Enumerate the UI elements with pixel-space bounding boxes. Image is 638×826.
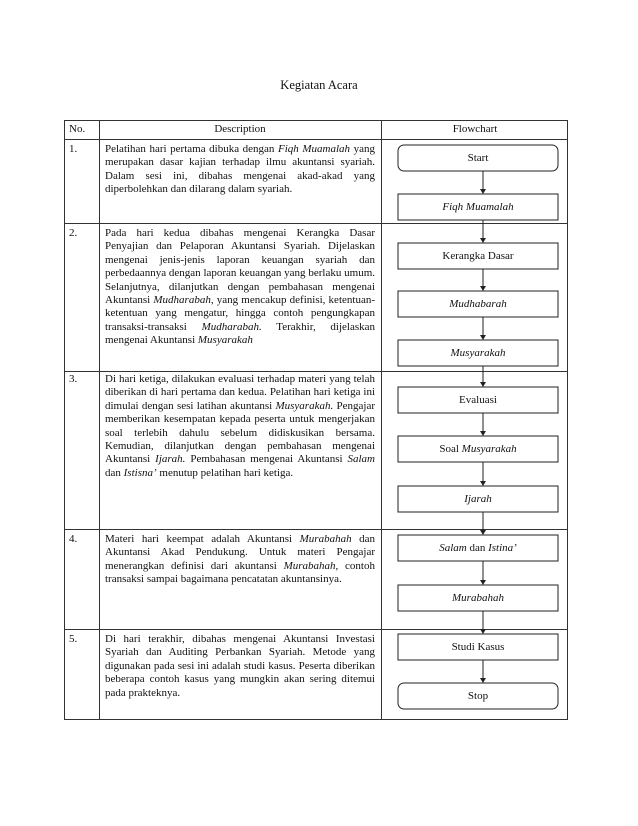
flowchart-arrowhead — [480, 238, 486, 243]
header-description: Description — [214, 123, 266, 135]
flowchart-box-label: Studi Kasus — [451, 641, 505, 653]
flowchart-arrowhead — [480, 580, 486, 585]
flowchart-arrowhead — [480, 431, 486, 436]
row-description: Di hari ketiga, dilakukan evaluasi terhadap materi yang telah diberikan di hari pertama dan kedua. Pelatihan hari ketiga ini dimulai dengan sesi latihan akuntansi Musyarakah. Pengajar memberikan kesempatan kepada peserta untuk mengerjakan soal terlebih dahulu sebelum didiskusikan bersama. Kemudian, dilanjutkan dengan pembahasan mengenai Akuntansi Ijarah. Pembahasan mengenai Akuntansi Salam dan Istisna’ menutup pelatihan hari ketiga. — [105, 373, 376, 479]
header-flowchart: Flowchart — [452, 123, 498, 135]
row-number: 5. — [69, 633, 78, 645]
page-title: Kegiatan Acara — [280, 78, 358, 92]
flowchart-box-label: Mudhabarah — [449, 298, 507, 310]
flowchart-arrowhead — [480, 382, 486, 387]
row-number: 2. — [69, 227, 78, 239]
header-no: No. — [69, 123, 86, 135]
flowchart-arrowhead — [480, 481, 486, 486]
flowchart-arrowhead — [480, 530, 486, 535]
flowchart-box-label: Start — [467, 152, 489, 164]
flowchart-box-label: Kerangka Dasar — [442, 250, 514, 262]
row-number: 4. — [69, 533, 78, 545]
row-description: Di hari terakhir, dibahas mengenai Akuntansi Investasi Syariah dan Auditing Perbankan Syariah. Metode yang digunakan pada sesi ini adalah studi kasus. Peserta diberikan beberapa contoh kasus yang mungkin akan sering ditemui pada prakteknya. — [105, 633, 375, 699]
row-description: Pada hari kedua dibahas mengenai Kerangka Dasar Penyajian dan Pelaporan Akuntansi Syariah. Dijelaskan mengenai jenis-jenis laporan keuangan syariah dan perbedaannya dengan laporan keuangan yang berlaku umum. Selanjutnya, dilanjutkan dengan pembahasan mengenai Akuntansi Mudharabah, yang mencakup definisi, ketentuan-ketentuan yang mengatur, hingga contoh pengungkapan transaksi-transaksi Mudharabah. Terakhir, dijelaskan mengenai Akuntansi Musyarakah — [105, 227, 375, 347]
flowchart-arrowhead — [480, 335, 486, 340]
flowchart-box-label: Salam dan Istina’ — [439, 542, 517, 554]
flowchart-arrowhead — [480, 629, 486, 634]
flowchart-arrowhead — [480, 189, 486, 194]
flowchart-box-label: Ijarah — [464, 493, 492, 505]
flowchart-box-label: Murabahah — [452, 592, 504, 604]
flowchart-arrowhead — [480, 678, 486, 683]
flowchart-box-label: Musyarakah — [450, 347, 506, 359]
row-number: 1. — [69, 143, 78, 155]
row-description: Materi hari keempat adalah Akuntansi Murabahah dan Akuntansi Akad Pendukung. Untuk materi Pengajar menerangkan definisi dari akuntansi Murabahah, contoh transaksi sampai bagaimana pencatatan akuntansinya. — [105, 533, 376, 586]
activity-table — [64, 120, 568, 720]
flowchart-box-label: Stop — [467, 690, 489, 702]
flowchart-box-label: Evaluasi — [459, 394, 497, 406]
flowchart-box-label: Fiqh Muamalah — [442, 201, 514, 213]
flowchart-box-label: Soal Musyarakah — [439, 443, 517, 455]
flowchart-arrowhead — [480, 286, 486, 291]
row-number: 3. — [69, 373, 78, 385]
row-description: Pelatihan hari pertama dibuka dengan Fiqh Muamalah yang merupakan dasar kajian terhadap ilmu akuntansi syariah. Dalam sesi ini, dibahas mengenai akad-akad yang diperbolehkan dan dilarang dalam syariah. — [105, 143, 375, 196]
